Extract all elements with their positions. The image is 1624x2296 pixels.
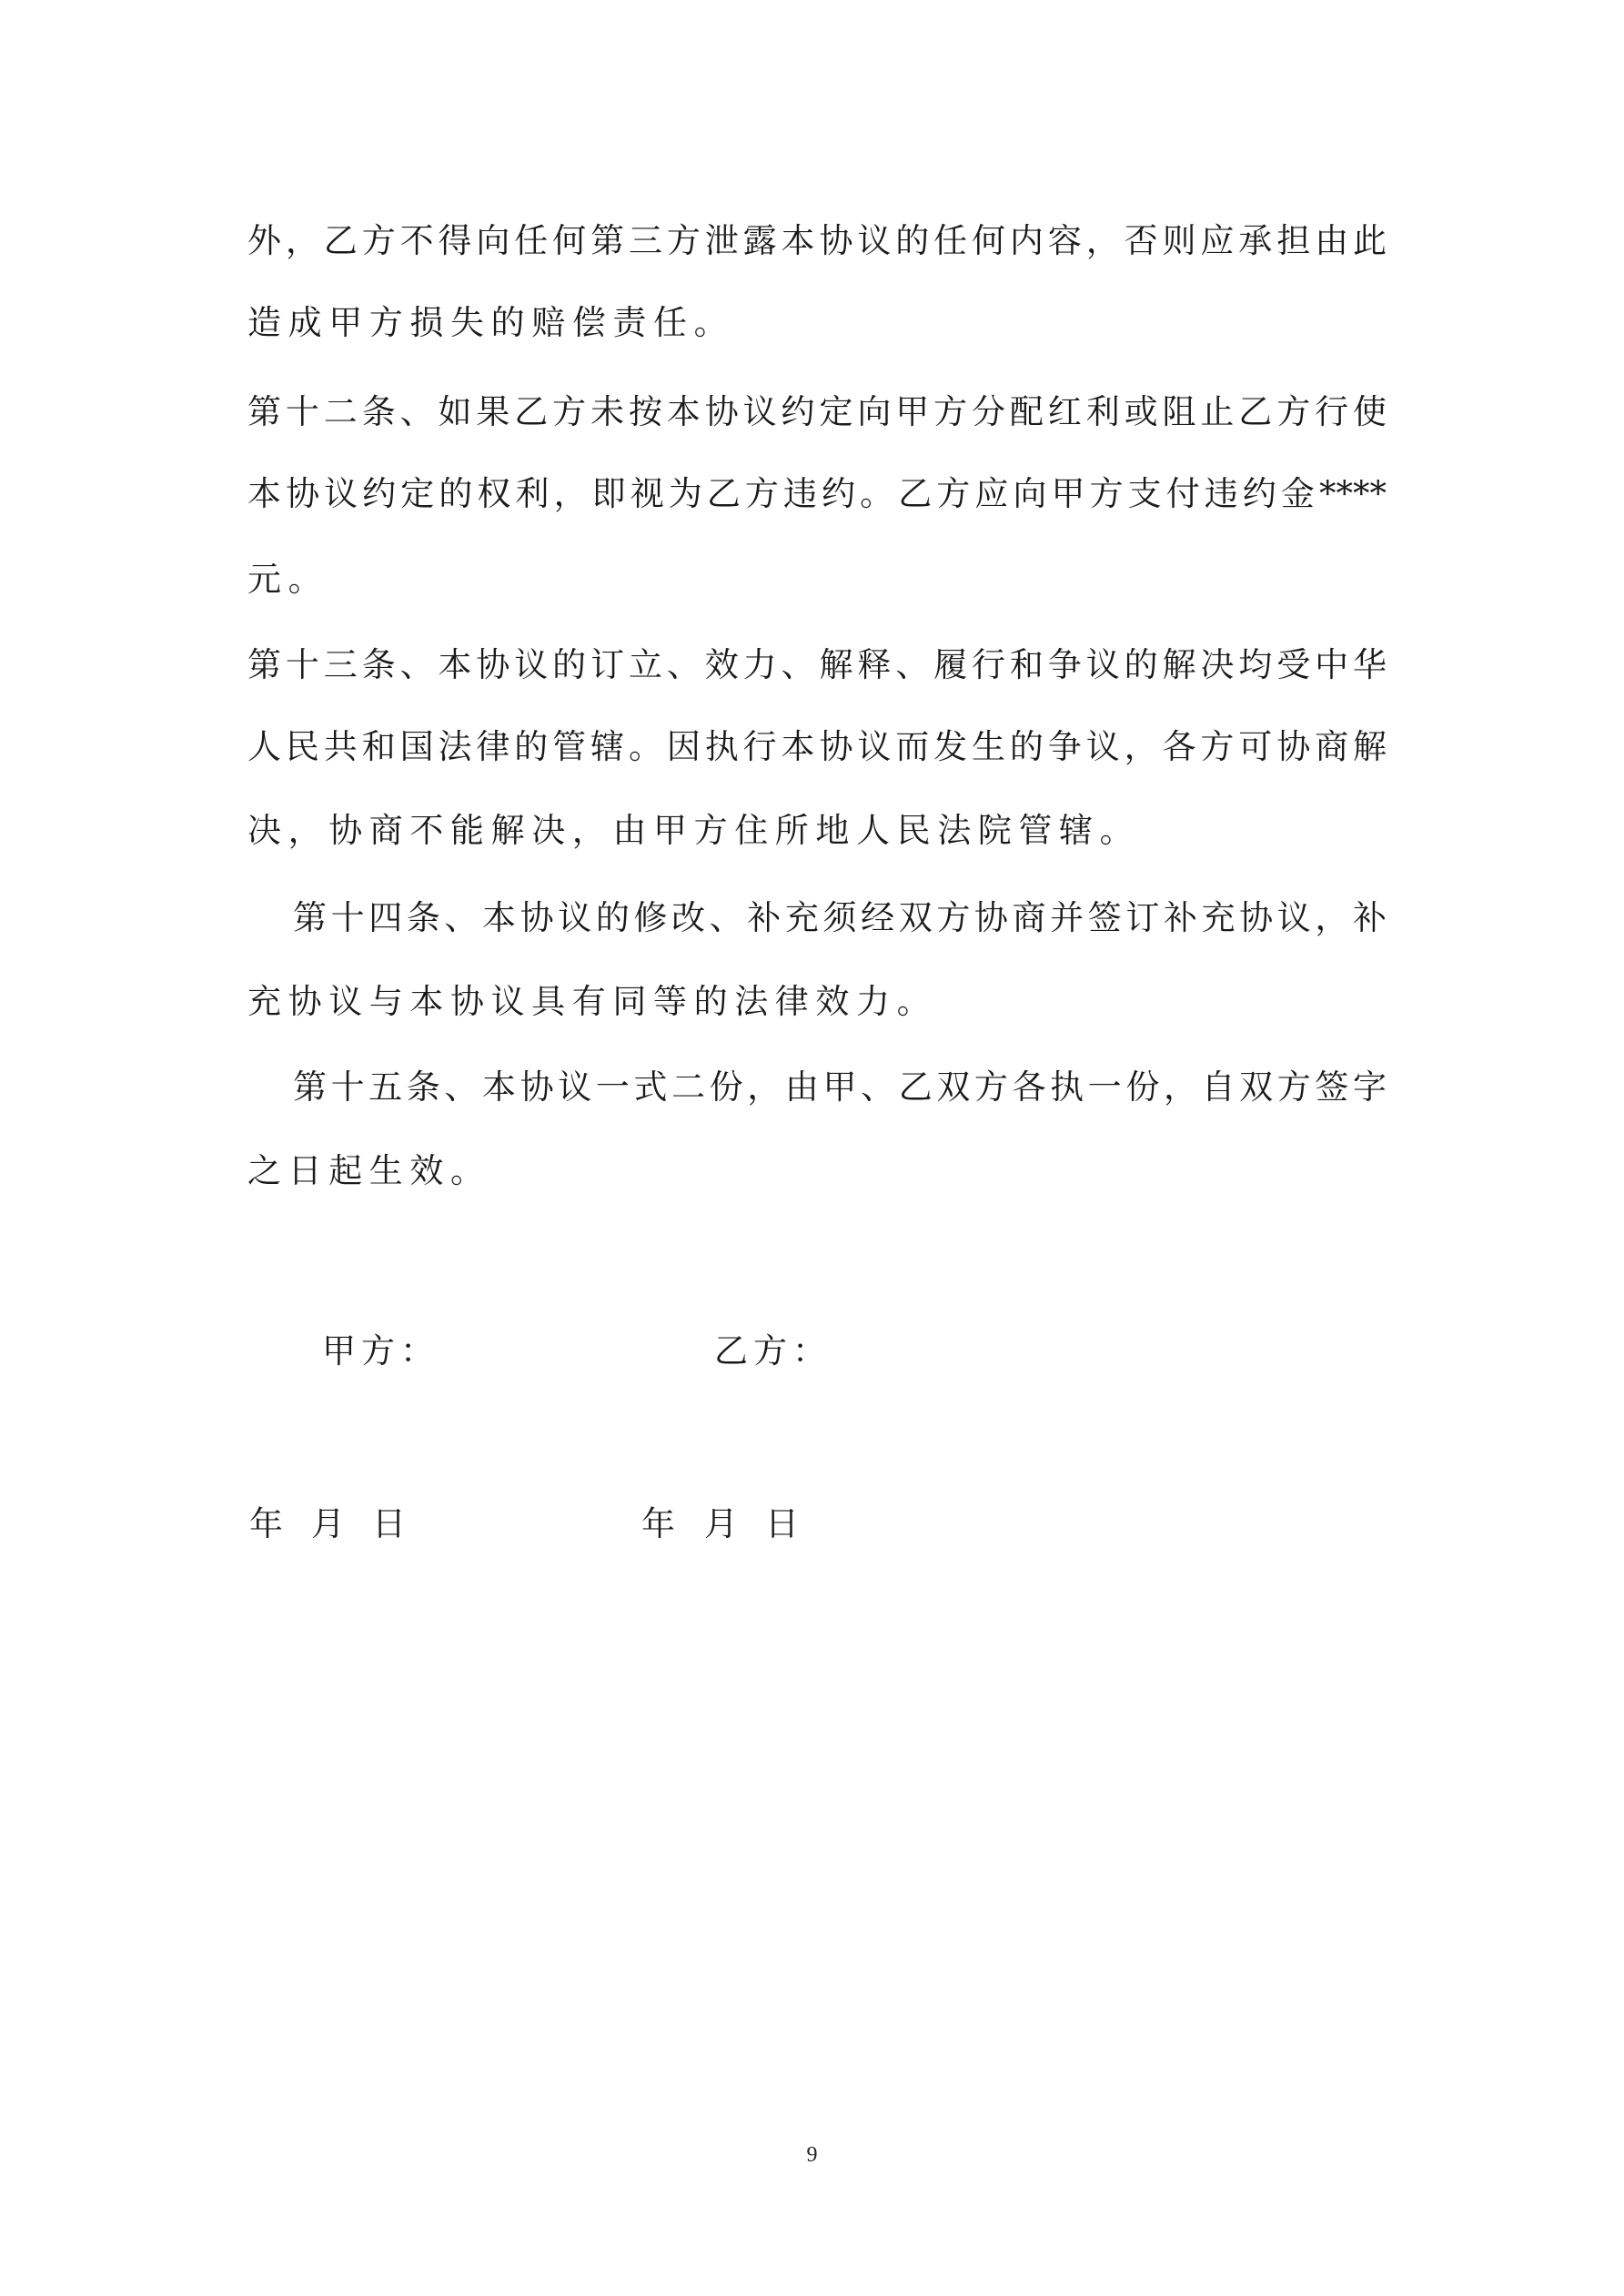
party-b-date-year: 年	[641, 1504, 675, 1543]
article-13-line-2: 人民共和国法律的管辖。因执行本协议而发生的争议，各方可协商解	[247, 727, 1387, 766]
article-14-line-1: 第十四条、本协议的修改、补充须经双方协商并签订补充协议，补	[293, 898, 1387, 937]
article-15-line-2: 之日起生效。	[247, 1151, 491, 1190]
party-a-date-month: 月	[311, 1504, 345, 1543]
article-15-line-1: 第十五条、本协议一式二份，由甲、乙双方各执一份，自双方签字	[293, 1067, 1387, 1107]
article-12-line-3: 元。	[247, 560, 329, 599]
article-12-line-1: 第十二条、如果乙方未按本协议约定向甲方分配红利或阻止乙方行使	[247, 392, 1387, 431]
party-b-date-month: 月	[704, 1504, 738, 1543]
page-number: 9	[806, 2143, 818, 2167]
party-a-signature-label: 甲方：	[322, 1331, 439, 1371]
party-b-date-day: 日	[765, 1504, 799, 1543]
article-12-line-2: 本协议约定的权利，即视为乙方违约。乙方应向甲方支付违约金****	[247, 474, 1387, 513]
article-14-line-2: 充协议与本协议具有同等的法律效力。	[247, 982, 938, 1021]
party-a-date-year: 年	[249, 1504, 283, 1543]
party-a-date-day: 日	[372, 1504, 406, 1543]
party-b-signature-label: 乙方：	[714, 1331, 832, 1371]
paragraph-line-2: 造成甲方损失的赔偿责任。	[247, 303, 735, 342]
article-13-line-1: 第十三条、本协议的订立、效力、解释、履行和争议的解决均受中华	[247, 645, 1387, 684]
paragraph-line-1: 外，乙方不得向任何第三方泄露本协议的任何内容，否则应承担由此	[247, 221, 1387, 260]
article-13-line-3: 决，协商不能解决，由甲方住所地人民法院管辖。	[247, 811, 1141, 850]
